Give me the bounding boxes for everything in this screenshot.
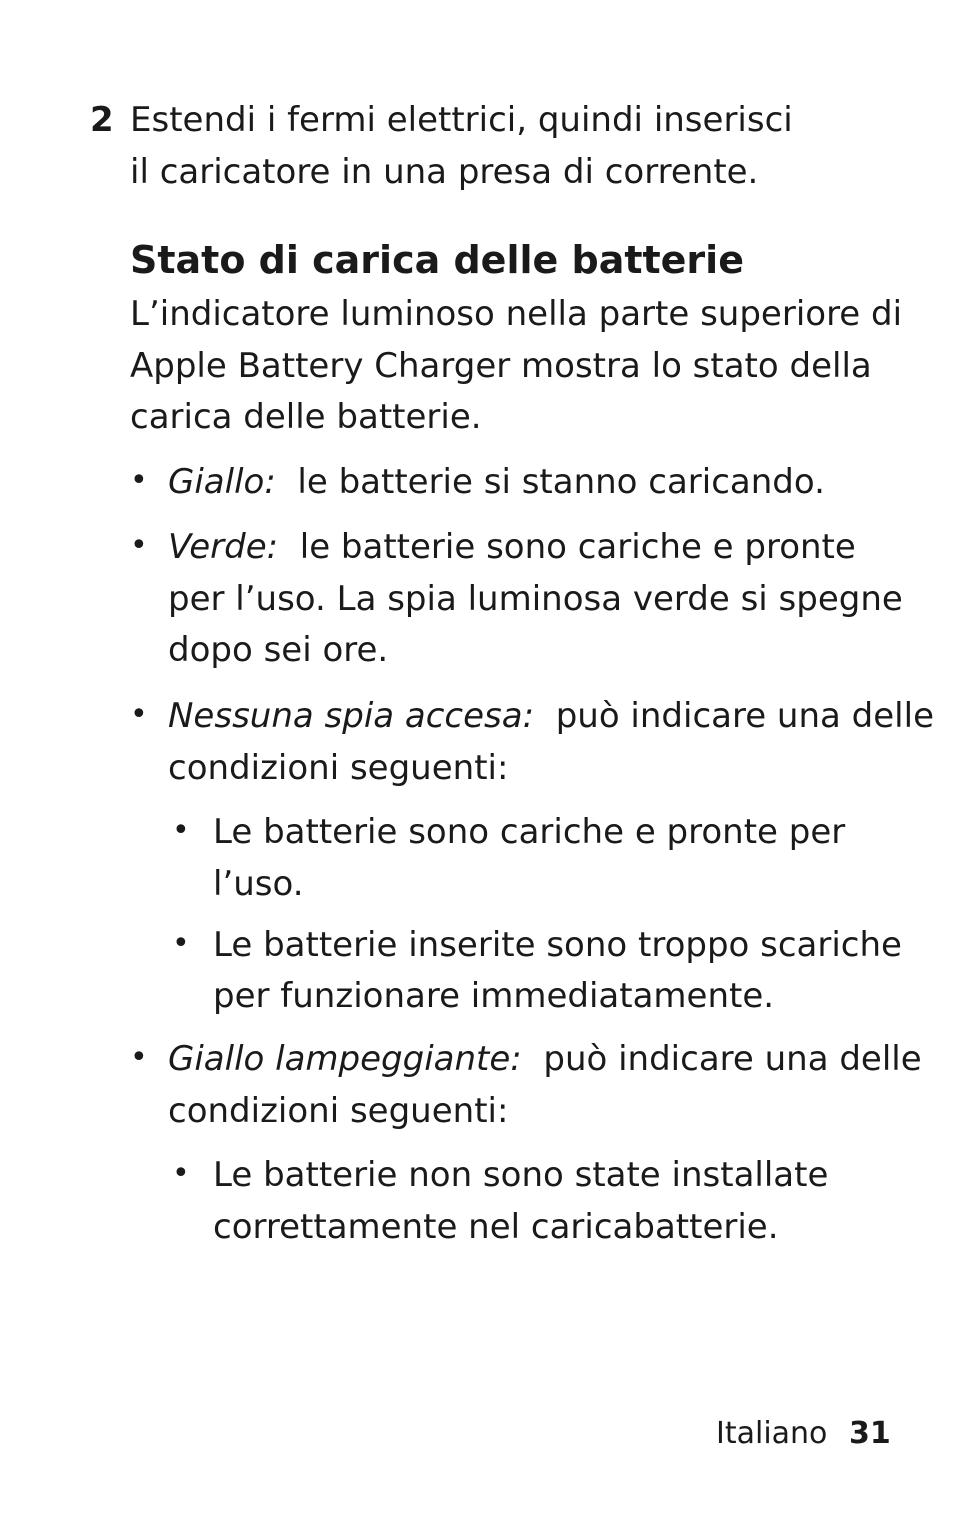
status-label: Giallo: — [168, 462, 276, 502]
bullet-item-giallo-lampeggiante — [168, 1039, 922, 1079]
status-text: le batterie sono cariche e pronte — [299, 527, 856, 567]
sub-bullet-line: correttamente nel caricabatterie. — [213, 1207, 779, 1247]
page-number: 31 — [849, 1416, 891, 1451]
sub-bullet-line: Le batterie sono cariche e pronte per — [213, 812, 846, 852]
sub-bullet-line: per funzionare immediatamente. — [213, 976, 775, 1016]
bullet-text-line: condizioni seguenti: — [168, 748, 509, 788]
sub-bullet-dot: • — [172, 813, 190, 848]
bullet-text-line: dopo sei ore. — [168, 630, 389, 670]
step-number: 2 — [90, 100, 114, 140]
step-text-line: Estendi i fermi elettrici, quindi inserisci — [130, 100, 793, 140]
section-title: Stato di carica delle batterie — [130, 238, 744, 282]
status-text: può indicare una delle — [543, 1039, 922, 1079]
bullet-item-verde — [168, 527, 856, 567]
intro-line: Apple Battery Charger mostra lo stato della — [130, 346, 872, 386]
footer-language-label: Italiano — [716, 1416, 828, 1451]
status-label: Giallo lampeggiante: — [168, 1039, 522, 1079]
status-text: le batterie si stanno caricando. — [297, 462, 825, 502]
intro-line: carica delle batterie. — [130, 397, 482, 437]
sub-bullet-line: Le batterie inserite sono troppo scariche — [213, 925, 902, 965]
bullet-text-line: per l’uso. La spia luminosa verde si spegne — [168, 579, 903, 619]
bullet-item-nessuna-spia — [168, 696, 934, 736]
sub-bullet-line: Le batterie non sono state installate — [213, 1155, 829, 1195]
status-text: può indicare una delle — [555, 696, 934, 736]
status-label: Verde: — [168, 527, 279, 567]
sub-bullet-dot: • — [172, 1156, 190, 1191]
bullet-dot: • — [130, 697, 148, 732]
step-text-line: il caricatore in una presa di corrente. — [130, 152, 759, 192]
status-label: Nessuna spia accesa: — [168, 696, 535, 736]
bullet-text-line: condizioni seguenti: — [168, 1091, 509, 1131]
sub-bullet-dot: • — [172, 926, 190, 961]
bullet-dot: • — [130, 528, 148, 563]
bullet-dot: • — [130, 463, 148, 498]
sub-bullet-line: l’uso. — [213, 864, 304, 904]
intro-line: L’indicatore luminoso nella parte superiore di — [130, 294, 903, 334]
bullet-dot: • — [130, 1040, 148, 1075]
bullet-item-giallo — [168, 462, 825, 502]
